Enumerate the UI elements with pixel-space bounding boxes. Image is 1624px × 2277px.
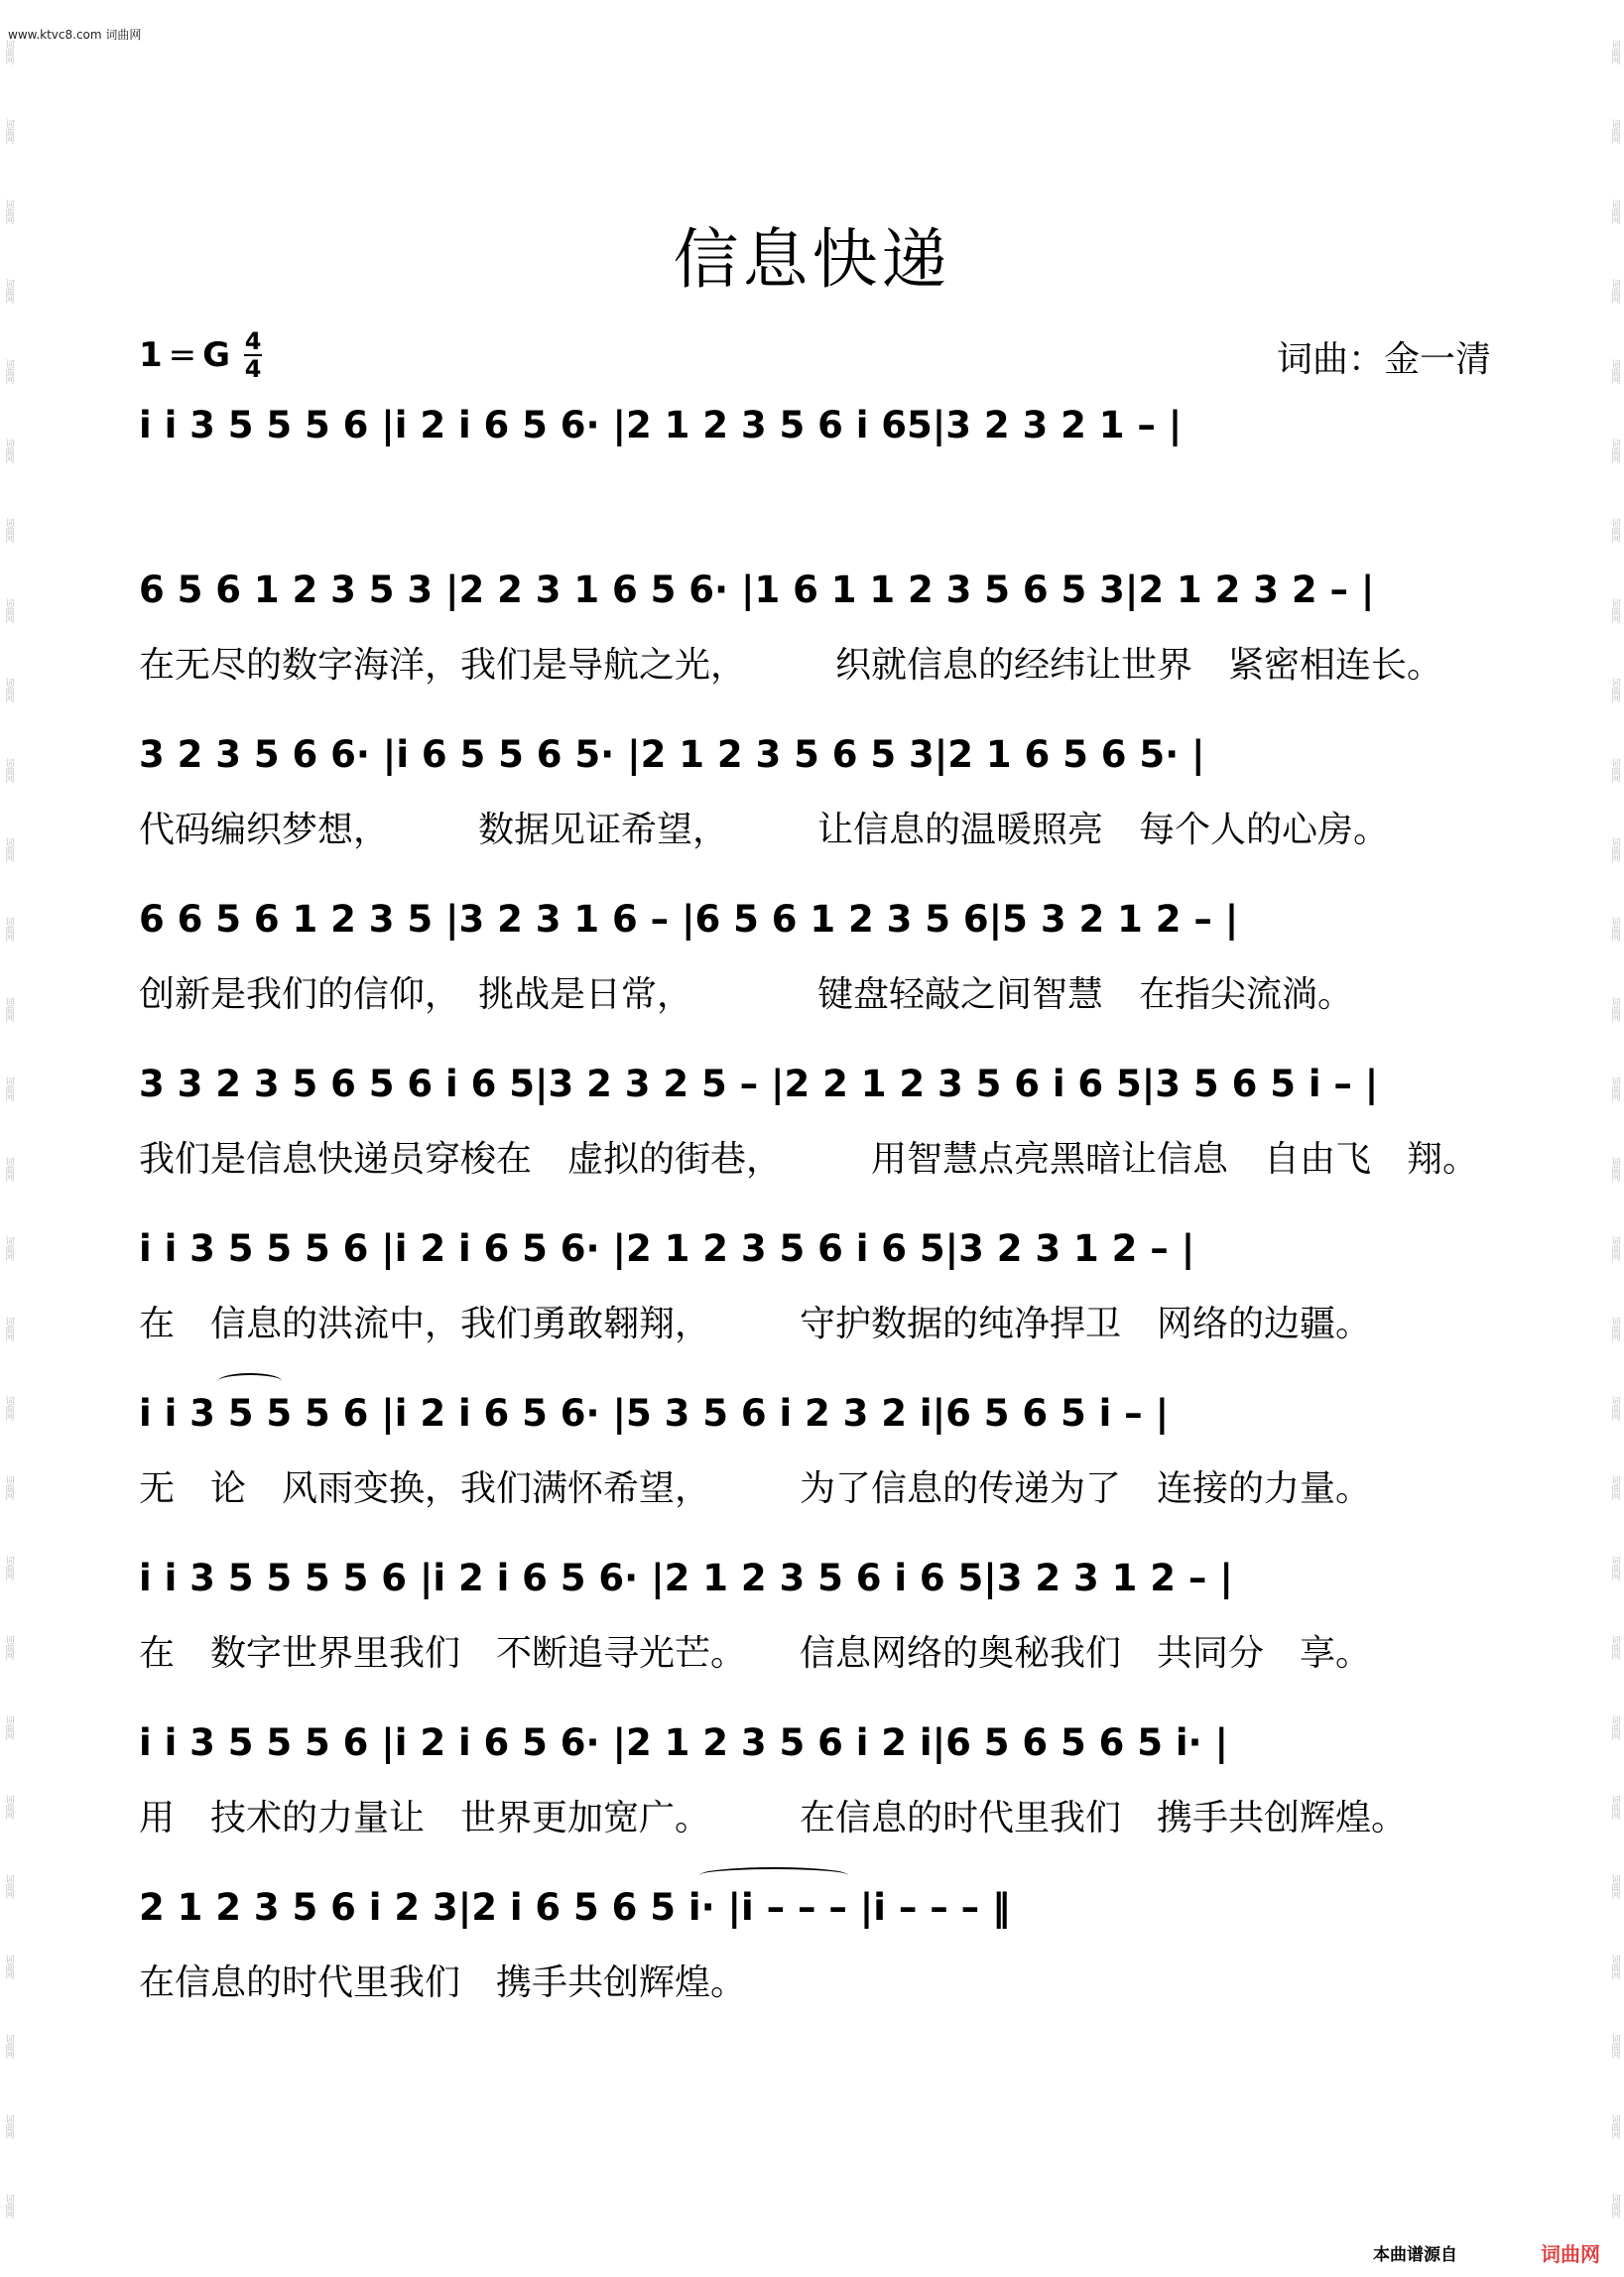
score-line — [139, 1714, 1498, 1838]
time-signature-bottom: 4 — [244, 355, 262, 383]
note-row: i i 3 5 5 5 6 |i 2 i 6 5 6· |2 1 2 3 5 6 i 65|3 2 3 2 1 – | — [139, 403, 1183, 446]
score-line — [139, 1220, 1498, 1344]
side-mark: 词曲网 — [1609, 1635, 1620, 1660]
score-line — [139, 1550, 1498, 1674]
side-mark: 词曲网 — [1609, 1714, 1620, 1739]
note-row: 3 2 3 5 6 6· |i 6 5 5 6 5· |2 1 2 3 5 6 5 3|2 1 6 5 6 5· | — [139, 732, 1205, 776]
side-mark: 词曲网 — [1609, 1395, 1620, 1420]
side-mark: 词曲网 — [3, 2034, 14, 2059]
lyric-row: 在无尽的数字海洋，我们是导航之光， 织就信息的经纬让世界 紧密相连长。 — [139, 645, 1443, 686]
note-row: i i 3 5 5 5 6 |i 2 i 6 5 6· |2 1 2 3 5 6 i 2 i|6 5 6 5 6 5 i· | — [139, 1720, 1229, 1764]
lyric-row: 在 数字世界里我们 不断追寻光芒。 信息网络的奥秘我们 共同分 享。 — [139, 1633, 1372, 1674]
side-mark: 词曲网 — [3, 1475, 14, 1500]
score-line — [139, 1879, 1498, 2003]
side-mark: 词曲网 — [3, 119, 14, 144]
side-mark: 词曲网 — [1609, 678, 1620, 702]
side-mark: 词曲网 — [1609, 1076, 1620, 1101]
side-mark: 词曲网 — [1609, 1475, 1620, 1500]
side-mark: 词曲网 — [3, 518, 14, 543]
side-mark: 词曲网 — [1609, 1236, 1620, 1261]
credit-line: 词曲：金一清 — [1276, 339, 1491, 380]
lyric-row: 创新是我们的信仰， 挑战是日常， 键盘轻敲之间智慧 在指尖流淌。 — [139, 974, 1354, 1015]
tie-mark — [218, 1373, 282, 1389]
side-mark: 词曲网 — [3, 2113, 14, 2138]
side-mark: 词曲网 — [1609, 1874, 1620, 1899]
side-mark: 词曲网 — [1609, 2193, 1620, 2217]
side-mark: 词曲网 — [1609, 119, 1620, 144]
site-watermark: www.ktvc8.com 词曲网 — [8, 28, 142, 42]
side-mark: 词曲网 — [3, 2193, 14, 2217]
key-signature — [139, 329, 262, 381]
key-tonic: 1 — [139, 335, 163, 375]
side-mark: 词曲网 — [1609, 597, 1620, 622]
side-mark: 词曲网 — [1609, 757, 1620, 782]
side-mark: 词曲网 — [1609, 439, 1620, 463]
side-mark: 词曲网 — [1609, 2034, 1620, 2059]
side-mark: 词曲网 — [3, 1156, 14, 1181]
lyric-row: 无 论 风雨变换，我们满怀希望， 为了信息的传递为了 连接的力量。 — [139, 1468, 1372, 1509]
side-mark: 词曲网 — [3, 1395, 14, 1420]
side-mark: 词曲网 — [3, 40, 14, 63]
side-mark: 词曲网 — [1609, 279, 1620, 304]
tie-mark — [699, 1867, 848, 1883]
side-mark: 词曲网 — [3, 757, 14, 782]
key-note: G — [202, 335, 231, 375]
right-watermark-strip — [1606, 40, 1624, 2217]
score-line — [139, 1385, 1498, 1509]
side-mark: 词曲网 — [1609, 1794, 1620, 1819]
side-mark: 词曲网 — [1609, 40, 1620, 63]
side-mark: 词曲网 — [3, 1076, 14, 1101]
side-mark: 词曲网 — [1609, 358, 1620, 383]
footer-source-label: 本曲谱源自 — [1373, 2245, 1457, 2265]
lyric-row: 用 技术的力量让 世界更加宽广。 在信息的时代里我们 携手共创辉煌。 — [139, 1798, 1408, 1838]
note-row: i i 3 5 5 5 6 |i 2 i 6 5 6· |5 3 5 6 i 2 3 2 i|6 5 6 5 i – | — [139, 1391, 1170, 1435]
key-equals: = — [168, 335, 197, 375]
side-mark: 词曲网 — [3, 439, 14, 463]
side-mark: 词曲网 — [3, 279, 14, 304]
score-line — [139, 891, 1498, 1015]
song-title: 信息快递 — [673, 221, 951, 298]
side-mark: 词曲网 — [3, 837, 14, 862]
note-row: 2 1 2 3 5 6 i 2 3|2 i 6 5 6 5 i· |i – – – |i – – – ‖ — [139, 1885, 1011, 1929]
side-mark: 词曲网 — [1609, 917, 1620, 942]
side-mark: 词曲网 — [3, 1794, 14, 1819]
side-mark: 词曲网 — [3, 1635, 14, 1660]
score-line — [139, 397, 1498, 466]
side-mark: 词曲网 — [1609, 198, 1620, 223]
side-mark: 词曲网 — [1609, 1156, 1620, 1181]
side-mark: 词曲网 — [1609, 1316, 1620, 1340]
score-line — [139, 726, 1498, 850]
side-mark: 词曲网 — [3, 358, 14, 383]
side-mark: 词曲网 — [3, 597, 14, 622]
score-line — [139, 1056, 1498, 1180]
side-mark: 词曲网 — [3, 917, 14, 942]
note-row: i i 3 5 5 5 6 |i 2 i 6 5 6· |2 1 2 3 5 6 i 6 5|3 2 3 1 2 – | — [139, 1226, 1195, 1270]
side-mark: 词曲网 — [3, 1555, 14, 1580]
side-mark: 词曲网 — [3, 678, 14, 702]
left-watermark-strip — [0, 40, 18, 2217]
note-row: 6 6 5 6 1 2 3 5 |3 2 3 1 6 – |6 5 6 1 2 3 5 6|5 3 2 1 2 – | — [139, 897, 1239, 941]
note-row: i i 3 5 5 5 5 6 |i 2 i 6 5 6· |2 1 2 3 5 6 i 6 5|3 2 3 1 2 – | — [139, 1556, 1233, 1599]
side-mark: 词曲网 — [3, 198, 14, 223]
score-line — [139, 562, 1498, 686]
note-row: 6 5 6 1 2 3 5 3 |2 2 3 1 6 5 6· |1 6 1 1 2 3 5 6 5 3|2 1 2 3 2 – | — [139, 568, 1375, 611]
side-mark: 词曲网 — [3, 1316, 14, 1340]
side-mark: 词曲网 — [3, 1874, 14, 1899]
time-signature-top: 4 — [244, 327, 262, 355]
lyric-row: 我们是信息快递员穿梭在 虚拟的街巷， 用智慧点亮黑暗让信息 自由飞 翔。 — [139, 1139, 1479, 1180]
side-mark: 词曲网 — [1609, 996, 1620, 1021]
time-signature — [244, 329, 262, 381]
side-mark: 词曲网 — [3, 1714, 14, 1739]
note-row: 3 3 2 3 5 6 5 6 i 6 5|3 2 3 2 5 – |2 2 1 2 3 5 6 i 6 5|3 5 6 5 i – | — [139, 1062, 1379, 1105]
side-mark: 词曲网 — [1609, 837, 1620, 862]
lyric-row: 在信息的时代里我们 携手共创辉煌。 — [139, 1962, 747, 2003]
side-mark: 词曲网 — [3, 1954, 14, 1978]
lyric-row: 代码编织梦想， 数据见证希望， 让信息的温暖照亮 每个人的心房。 — [139, 810, 1390, 850]
side-mark: 词曲网 — [3, 1236, 14, 1261]
side-mark: 词曲网 — [1609, 518, 1620, 543]
side-mark: 词曲网 — [3, 996, 14, 1021]
side-mark: 词曲网 — [1609, 1555, 1620, 1580]
side-mark: 词曲网 — [1609, 2113, 1620, 2138]
lyric-row: 在 信息的洪流中，我们勇敢翱翔， 守护数据的纯净捍卫 网络的边疆。 — [139, 1304, 1372, 1344]
side-mark: 词曲网 — [1609, 1954, 1620, 1978]
footer-site-link[interactable]: 词曲网 — [1541, 2242, 1600, 2266]
